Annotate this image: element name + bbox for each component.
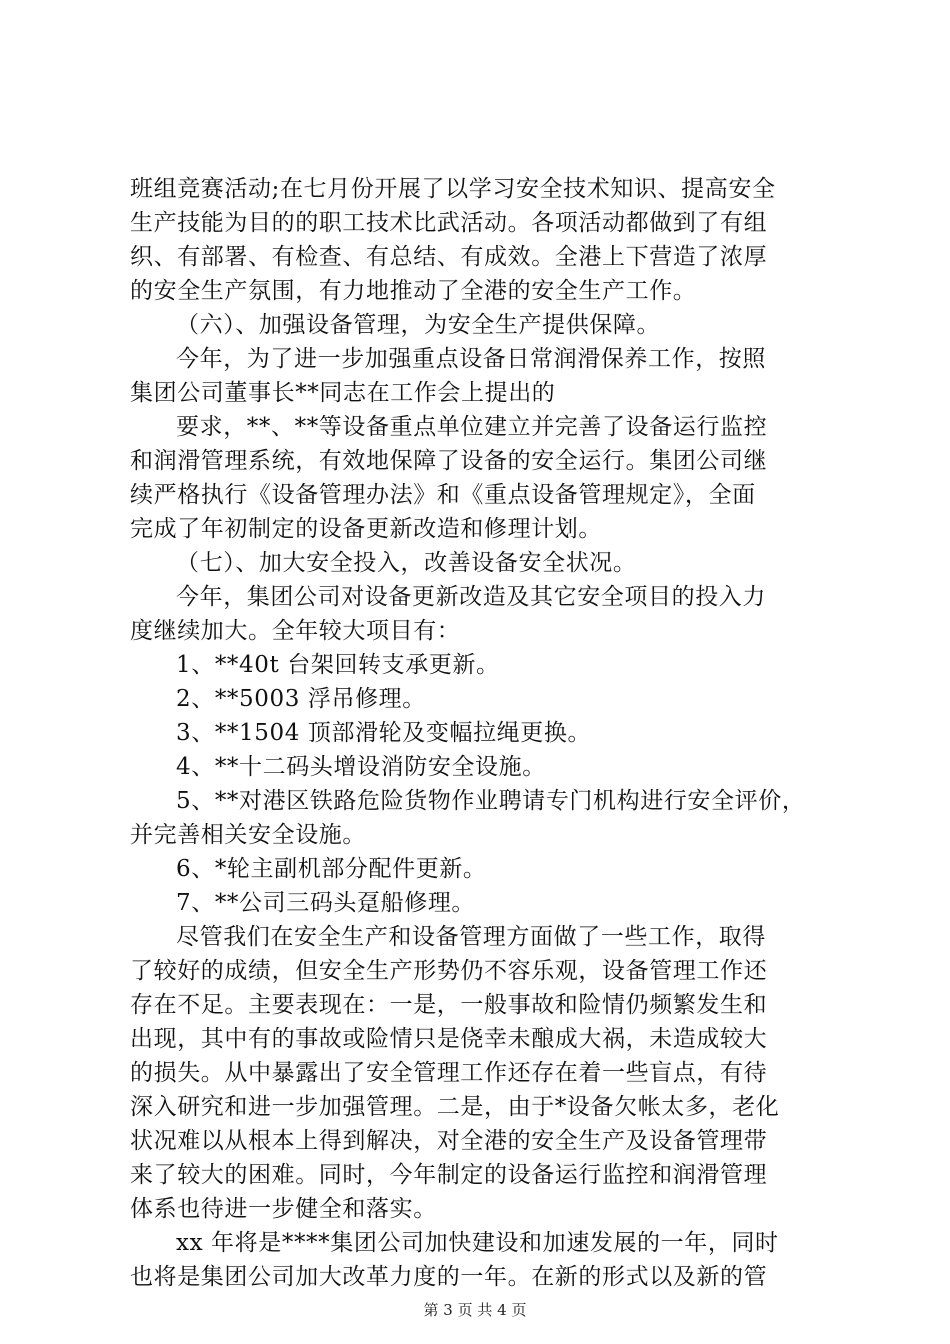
text-line: 生产技能为目的的职工技术比武活动。各项活动都做到了有组 xyxy=(130,210,768,236)
text-line: 来了较大的困难。同时，今年制定的设备运行监控和润滑管理 xyxy=(130,1162,768,1188)
text-line: 也将是集团公司加大改革力度的一年。在新的形式以及新的管 xyxy=(130,1264,768,1290)
text-line: 集团公司董事长**同志在工作会上提出的 xyxy=(130,380,556,406)
list-item: 7、**公司三码头趸船修理。 xyxy=(176,890,476,916)
text-line: 要求，**、**等设备重点单位建立并完善了设备运行监控 xyxy=(176,414,768,440)
section-heading: （七）、加大安全投入，改善设备安全状况。 xyxy=(176,550,637,576)
section-heading: （六）、加强设备管理，为安全生产提供保障。 xyxy=(176,312,661,338)
text-line: xx 年将是****集团公司加快建设和加速发展的一年，同时 xyxy=(176,1230,779,1256)
text-line: 班组竞赛活动;在七月份开展了以学习安全技术知识、提高安全 xyxy=(130,176,776,202)
list-item: 5、**对港区铁路危险货物作业聘请专门机构进行安全评价， xyxy=(176,788,806,814)
text-line: 完成了年初制定的设备更新改造和修理计划。 xyxy=(130,516,602,542)
text-line: 的损失。从中暴露出了安全管理工作还存在着一些盲点，有待 xyxy=(130,1060,768,1086)
text-line: 的安全生产氛围，有力地推动了全港的安全生产工作。 xyxy=(130,278,697,304)
text-line: 状况难以从根本上得到解决，对全港的安全生产及设备管理带 xyxy=(130,1128,768,1154)
text-line: 了较好的成绩，但安全生产形势仍不容乐观，设备管理工作还 xyxy=(130,958,768,984)
text-line: 和润滑管理系统，有效地保障了设备的安全运行。集团公司继 xyxy=(130,448,768,474)
text-line: 深入研究和进一步加强管理。二是，由于*设备欠帐太多，老化 xyxy=(130,1094,780,1120)
text-line: 存在不足。主要表现在：一是，一般事故和险情仍频繁发生和 xyxy=(130,992,768,1018)
text-line: 今年，为了进一步加强重点设备日常润滑保养工作，按照 xyxy=(176,346,766,372)
list-item: 6、*轮主副机部分配件更新。 xyxy=(176,856,487,882)
list-item: 1、**40t 台架回转支承更新。 xyxy=(176,652,500,678)
text-line: 今年，集团公司对设备更新改造及其它安全项目的投入力 xyxy=(176,584,766,610)
text-line: 织、有部署、有检查、有总结、有成效。全港上下营造了浓厚 xyxy=(130,244,768,270)
text-line: 尽管我们在安全生产和设备管理方面做了一些工作，取得 xyxy=(176,924,766,950)
text-line: 并完善相关安全设施。 xyxy=(130,822,366,848)
text-line: 体系也待进一步健全和落实。 xyxy=(130,1196,437,1222)
text-line: 续严格执行《设备管理办法》和《重点设备管理规定》，全面 xyxy=(130,482,756,508)
list-item: 2、**5003 浮吊修理。 xyxy=(176,686,426,712)
list-item: 4、**十二码头增设消防安全设施。 xyxy=(176,754,546,780)
page-footer: 第 3 页 共 4 页 xyxy=(423,1301,527,1319)
text-line: 度继续加大。全年较大项目有： xyxy=(130,618,461,644)
list-item: 3、**1504 顶部滑轮及变幅拉绳更换。 xyxy=(176,720,592,746)
text-line: 出现，其中有的事故或险情只是侥幸未酿成大祸，未造成较大 xyxy=(130,1026,768,1052)
